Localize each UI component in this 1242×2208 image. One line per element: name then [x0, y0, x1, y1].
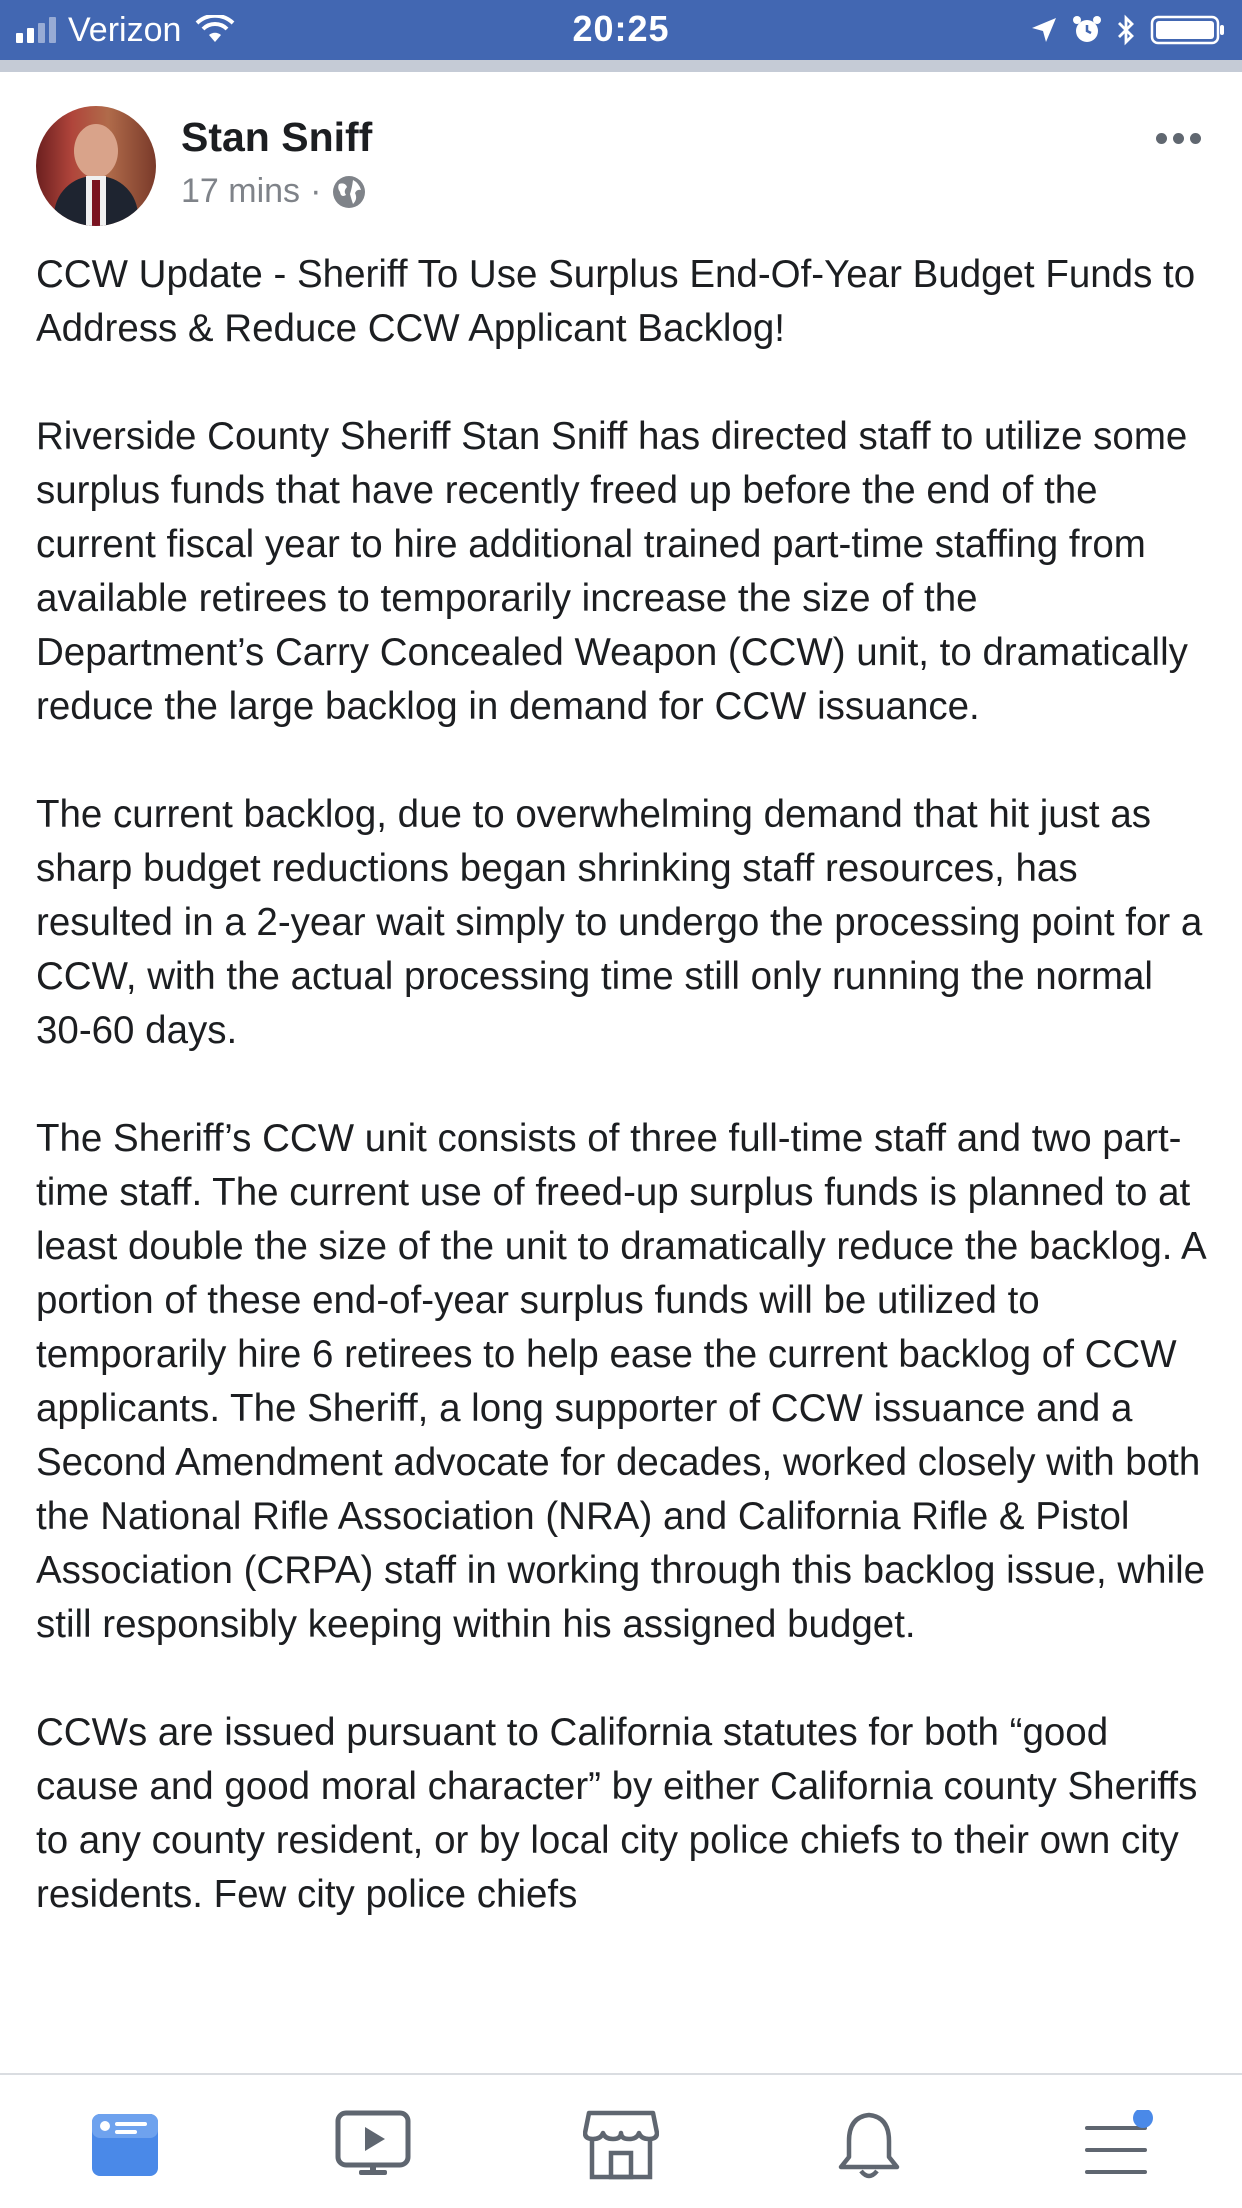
globe-icon: [331, 174, 367, 210]
tab-news-feed[interactable]: [80, 2105, 170, 2185]
bluetooth-icon: [1116, 14, 1136, 46]
status-bar: [0, 0, 1242, 60]
more-options-icon[interactable]: [1156, 128, 1206, 148]
bell-icon: [835, 2109, 903, 2181]
tab-menu[interactable]: [1072, 2105, 1162, 2185]
nav-divider: [0, 60, 1242, 72]
post-header: [36, 106, 1206, 230]
status-left: [16, 0, 235, 60]
bottom-tab-bar: [0, 2073, 1242, 2208]
tab-watch[interactable]: [328, 2105, 418, 2185]
marketplace-icon: [583, 2109, 659, 2181]
tab-marketplace[interactable]: [576, 2105, 666, 2185]
signal-strength-icon: [16, 17, 56, 43]
status-right: [1030, 0, 1226, 60]
author-name[interactable]: Stan Sniff: [181, 114, 373, 160]
carrier-name: Verizon: [68, 10, 182, 49]
menu-icon: [1079, 2110, 1155, 2180]
status-time: 20:25: [572, 8, 670, 49]
alarm-clock-icon: [1072, 15, 1102, 45]
post-body-text: CCW Update - Sheriff To Use Surplus End-Of-Year Budget Funds to Address & Reduce CCW Applicant Backlog! Riverside County Sheriff Stan Sniff has directed staff to utilize some surplus funds that have recently freed up before the end of the current fiscal year to hire additional trained part-time staffing from available retirees to temporarily increase the size of the Department’s Carry Concealed Weapon (CCW) unit, to dramatically reduce the large backlog in demand for CCW issuance. The current backlog, due to overwhelming demand that hit just as sharp budget reductions began shrinking staff resources, has resulted in a 2-year wait simply to undergo the processing point for a CCW, with the actual processing time still only running the normal 30-60 days. The Sheriff’s CCW unit consists of three full-time staff and two part-time staff. The current use of freed-up surplus funds is planned to at least double the size of the unit to dramatically reduce the backlog. A portion of these end-of-year surplus funds will be utilized to temporarily hire 6 retirees to help ease the current backlog of CCW applicants. The Sheriff, a long supporter of CCW issuance and a Second Amendment advocate for decades, worked closely with both the National Rifle Association (NRA) and California Rifle & Pistol Association (CRPA) staff in working through this backlog issue, while still responsibly keeping within his assigned budget. CCWs are issued pursuant to California statutes for both “good cause and good moral character” by either California county Sheriffs to any county resident, or by local city police chiefs to their own city residents. Few city police chiefs: [36, 253, 1206, 1916]
post-meta: [181, 172, 367, 211]
location-arrow-icon: [1030, 16, 1058, 44]
post-time[interactable]: 17 mins: [181, 172, 301, 210]
news-feed-icon: [89, 2111, 161, 2179]
wifi-icon: [195, 15, 235, 45]
video-play-icon: [335, 2110, 411, 2180]
meta-separator: ·: [310, 172, 322, 210]
battery-icon: [1150, 13, 1226, 47]
tab-notifications[interactable]: [824, 2105, 914, 2185]
author-avatar[interactable]: [36, 106, 156, 226]
